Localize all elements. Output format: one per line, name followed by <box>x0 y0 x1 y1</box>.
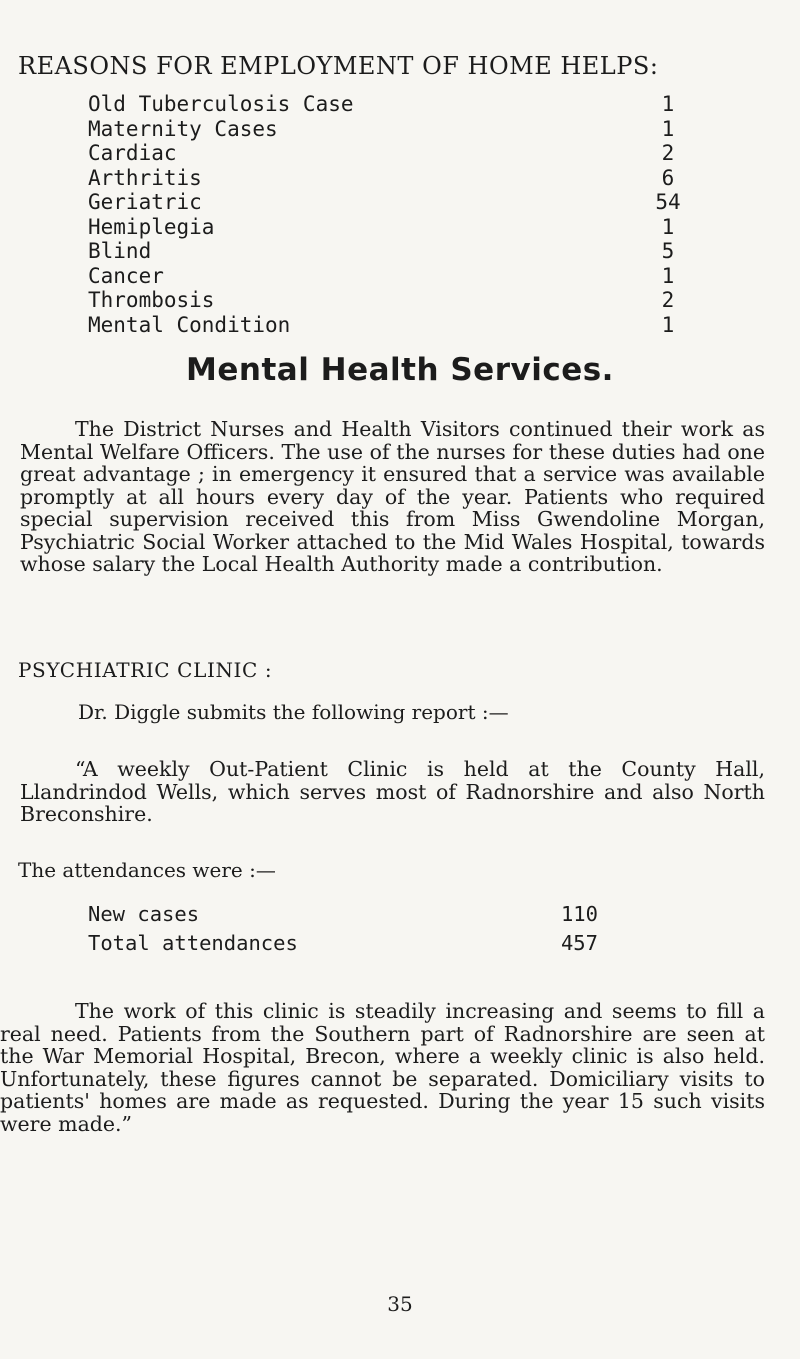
stat-label: Total attendances <box>88 931 298 955</box>
reason-label: Maternity Cases <box>88 116 278 141</box>
reason-count: 1 <box>661 263 675 288</box>
stat-value: 110 <box>560 902 598 926</box>
reason-count: 2 <box>661 288 675 312</box>
list-item <box>88 190 688 215</box>
mental-welfare-paragraph: The District Nurses and Health Visitors continued their work as Mental Welfare Officers. The use of the nurses for these duties had one great advantage ; in emergency it ensured that a service was available promptly at all hours every day of the year. Patients who required special supervision received this from Miss Gwendoline Morgan, Psychiatric Social Worker attached to the Mid Wales Hospital, towards whose salary the Local Health Authority made a contribution. <box>20 417 765 576</box>
list-item <box>88 141 688 166</box>
list-item <box>88 313 688 338</box>
stat-value: 457 <box>560 931 598 955</box>
list-item <box>88 117 688 142</box>
page-number: 35 <box>387 1292 413 1316</box>
reason-count: 1 <box>661 116 675 141</box>
list-item <box>88 166 688 191</box>
reason-count: 1 <box>661 312 675 337</box>
attendances-intro: The attendances were :— <box>18 858 276 882</box>
reason-label: Mental Condition <box>88 312 291 337</box>
stat-label: New cases <box>88 902 200 926</box>
report-intro: Dr. Diggle submits the following report :— <box>78 700 509 724</box>
list-item <box>88 239 688 264</box>
reason-label: Hemiplegia <box>88 214 215 239</box>
reason-label: Arthritis <box>88 165 202 190</box>
clinic-description-paragraph: “A weekly Out-Patient Clinic is held at the County Hall, Llandrindod Wells, which serves most of Radnorshire and also North Breconshire. <box>20 757 765 826</box>
reasons-list <box>88 92 688 337</box>
reason-label: Old Tuberculosis Case <box>88 92 354 116</box>
list-item <box>88 215 688 240</box>
reason-label: Thrombosis <box>88 288 215 312</box>
list-item <box>88 929 598 958</box>
clinic-progress-paragraph: The work of this clinic is steadily increasing and seems to fill a real need. Patients from the Southern part of Radnorshire are seen at the War Memorial Hospital, Brecon, where a weekly clinic is also held. Unfortunately, these figures cannot be separated. Domiciliary visits to patients' homes are made as requested. During the year 15 such visits were made.” <box>0 999 765 1136</box>
reason-count: 6 <box>661 165 675 190</box>
reason-count: 1 <box>661 214 675 239</box>
attendance-stats <box>88 900 598 958</box>
psychiatric-clinic-heading: PSYCHIATRIC CLINIC : <box>18 658 273 682</box>
reason-label: Cancer <box>88 263 164 288</box>
home-helps-heading: REASONS FOR EMPLOYMENT OF HOME HELPS: <box>18 52 659 80</box>
list-item <box>88 900 598 929</box>
reason-label: Blind <box>88 239 152 263</box>
reason-label: Geriatric <box>88 190 202 214</box>
reason-count: 54 <box>655 190 681 214</box>
list-item <box>88 288 688 313</box>
reason-label: Cardiac <box>88 141 177 165</box>
list-item <box>88 92 688 117</box>
list-item <box>88 264 688 289</box>
reason-count: 2 <box>661 141 675 165</box>
reason-count: 1 <box>661 92 675 116</box>
reason-count: 5 <box>661 239 675 263</box>
section-title: Mental Health Services. <box>186 352 614 388</box>
